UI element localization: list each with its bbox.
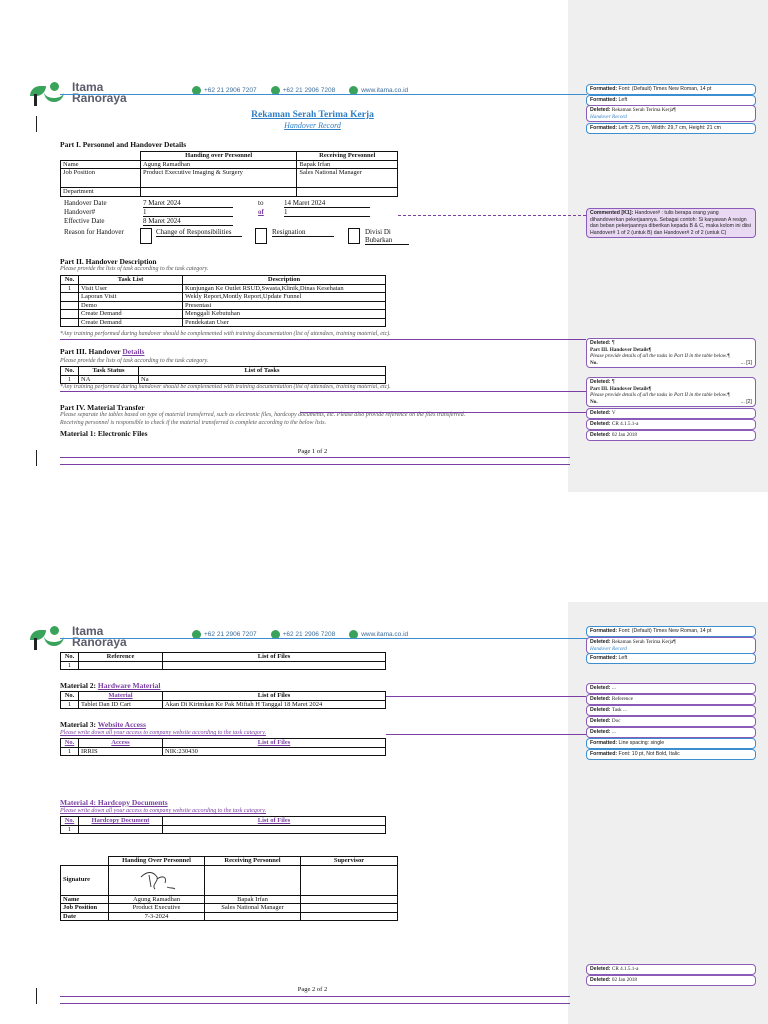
task-status-table: No. Task Status List of Tasks 1 NA Na [60,366,386,384]
logo-icon [30,80,70,106]
markup-balloon[interactable]: Formatted: Font: (Default) Times New Roman, 14 pt [586,84,756,95]
part4-note1: Please separate the tables based on type of material transferred, such as electronic files, hardcopy documents, etc. Please also provide reference on the files transferred. [60,412,466,418]
footer-rule [60,1003,570,1004]
doc-title: Rekaman Serah Terima Kerja [251,110,374,120]
reason-option-2: Resignation [272,228,334,237]
company-logo [30,80,127,106]
col-receiving: Receiving Personnel [297,152,398,161]
task-table: No. Task List Description 1 Visit User Kunjungan Ke Outlet RSUD,Swasta,Klinik,Dinas Kesehatan Laporan Visit Wekly Report,Montly Report,Update Funnel Demo Presentasi Create Demand Menggali Kebutuhan Create Demand Pendekatan User [60,275,386,327]
footer-rule [60,457,570,458]
table-row: Department [61,188,398,197]
header-rule [60,94,565,95]
handover-date-label: Handover Date [64,199,107,207]
signature-table: Handing Over Personnel Receiving Personnel Supervisor Signature Name Agung Ramadhan Bapak Irfan Job Position Product Executive Sales National Manager Date 7-3-2024 [60,856,398,921]
material4-heading: Material 4: Hardcopy Documents [60,798,168,807]
table-row: 1 NA Na [61,375,386,384]
material3-note: Please write down all your access to company website according to the task category. [60,730,267,736]
to-label: to [258,199,264,207]
material2-heading: Material 2: [60,681,97,690]
part3-heading-ins: Details [122,347,145,356]
markup-balloon[interactable]: Deleted: Doc [586,716,756,727]
header-web: www.itama.co.id [361,87,409,95]
markup-balloon[interactable]: Deleted: ... [586,683,756,694]
markup-balloon[interactable]: Deleted: ¶ Part III. Handover Details¶ Please provide details of all the tasks in Part II in the table below.¶ No. ... [2] [586,377,756,407]
table-row: Signature [61,865,398,895]
material1-heading: Material 1: Electronic Files [60,429,148,438]
part2-footnote: *Any training performed during handover should be complemented with training documentation (list of attendees, training material, etc). [60,331,391,337]
reason-option-1: Change of Responsibilities [156,228,242,237]
markup-connector [386,734,586,735]
part1-heading: Part I. Personnel and Handover Details [60,140,187,149]
text-cursor [36,116,37,132]
of-label: of [258,208,264,216]
table-row: Job Position Product Executive Imaging & Surgery Sales National Manager [61,169,398,188]
handover-no-value[interactable]: 1 [143,208,233,217]
header-fax: +62 21 2906 7208 [282,87,336,95]
table-row: 1 Visit User Kunjungan Ke Outlet RSUD,Swasta,Klinik,Dinas Kesehatan [61,284,386,293]
doc-subtitle: Handover Record [284,121,341,130]
table-row: Name Agung Ramadhan Bapak Irfan [61,895,398,904]
logo-line1: Itama [72,80,104,94]
markup-connector [300,412,586,413]
table-row: 1 [61,825,386,834]
table-row: Date 7-3-2024 [61,912,398,921]
reason-checkbox-1[interactable] [140,228,152,244]
markup-balloon[interactable]: Deleted: Rekaman Serah Terima Kerja¶ Handover Record [586,105,756,122]
part4-heading: Part IV. Material Transfer [60,403,145,412]
markup-connector [60,339,586,340]
material3-heading: Material 3: [60,720,97,729]
part4-note2: Receiving personnel is responsible to check if the material transferred is complete according to the below lists. [60,420,327,426]
col-handing-over: Handing over Personnel [141,152,297,161]
table-row: Create Demand Menggali Kebutuhan [61,310,386,319]
handover-date-from[interactable]: 7 Maret 2024 [143,199,233,208]
reason-label: Reason for Handover [64,228,124,236]
hardware-table: No. Material List of Files 1 Tablet Dan ID Cart Akan Di Kirimkan Ke Pak Miftah H Tanggal 18 Maret 2024 [60,691,386,709]
part2-heading: Part II. Handover Description [60,257,157,266]
markup-balloon[interactable]: Formatted: Font: 10 pt, Not Bold, Italic [586,749,756,760]
text-cursor [36,988,37,1004]
table-row: Name Agung Ramadhan Bapak Irfan [61,160,398,169]
markup-balloon[interactable]: Deleted: CR 4.1.5.1-a [586,419,756,430]
table-row: Job Position Product Executive Sales National Manager [61,904,398,913]
part3-footnote: *Any training performed during handover should be complemented with training documentation (list of attendees, training material, etc). [60,384,391,390]
markup-balloon[interactable]: Formatted: Left [586,653,756,664]
part3-heading: Part III. Handover [60,347,121,356]
markup-balloon[interactable]: Deleted: Rekaman Serah Terima Kerja¶ Handover Record [586,637,756,654]
markup-connector [60,391,586,392]
markup-balloon[interactable]: Formatted: Left [586,95,756,106]
markup-connector [565,94,587,95]
reason-option-3: Divisi Di Bubarkan [365,228,409,245]
hardcopy-table: No. Hardcopy Document List of Files 1 [60,816,386,834]
markup-balloon[interactable]: Deleted: Task ... [586,705,756,716]
electronic-files-table: No. Reference List of Files 1 [60,652,386,670]
markup-balloon[interactable]: Deleted: 02 Jan 2018 [586,975,756,986]
material4-note: Please write down all your access to company website according to the task category. [60,808,267,814]
markup-balloon[interactable]: Deleted: ... [586,727,756,738]
table-row: 1 IRRIS NIK:230430 [61,747,386,756]
document-page-2 [0,566,768,1024]
effective-date-value[interactable]: 8 Maret 2024 [143,217,233,226]
logo-line1: Itama [72,624,104,638]
part2-note: Please provide the lists of task according to the task category. [60,266,209,272]
part3-note: Please provide the lists of task according to the task category. [60,358,209,364]
markup-connector [565,638,587,639]
table-row: 1 Tablet Dan ID Cart Akan Di Kirimkan Ke Pak Miftah H Tanggal 18 Maret 2024 [61,700,386,709]
handover-of-value[interactable]: 1 [284,208,370,217]
logo-line2: Ranoraya [72,635,127,649]
reason-checkbox-3[interactable] [348,228,360,244]
markup-connector [386,696,586,697]
footer-rule [60,996,570,997]
logo-line2: Ranoraya [72,91,127,105]
markup-balloon[interactable]: Deleted: Reference [586,694,756,705]
header-phone: +62 21 2906 7207 [204,87,257,95]
website-access-table: No. Access List of Files 1 IRRIS NIK:230430 [60,738,386,756]
table-row: Laporan Visit Wekly Report,Montly Report,Update Funnel [61,293,386,302]
handwritten-signature [137,867,177,895]
personnel-table [60,151,398,197]
text-cursor [36,450,37,466]
handover-no-label: Handover# [64,208,96,216]
signature-cell[interactable] [109,865,205,895]
logo-icon [30,624,70,650]
markup-pane[interactable] [568,602,768,1024]
page-footer: Page 2 of 2 [297,986,328,993]
markup-balloon[interactable]: Deleted: 02 Jan 2018 [586,430,756,441]
markup-balloon[interactable]: Formatted: Font: (Default) Times New Roman, 14 pt [586,626,756,637]
markup-balloon[interactable]: Formatted: Left: 2,75 cm, Width: 29,7 cm, Height: 21 cm [586,123,756,134]
material2-heading-ins: Hardware Material [97,681,161,690]
table-row: Demo Presentasi [61,301,386,310]
comment-balloon[interactable]: Commented [K1]: Handover# : tulis berapa orang yang dihandoverkan pekerjaannya. Sebagai contoh: Si karyawan A resign dan beban pekerjaannya diberikan kepada B & C, maka kolom ini diisi Handover# 1 of 2 (untuk B) dan Handover# 2 of 2 (untuk C) [586,208,756,238]
document-page-1 [0,0,768,492]
effective-date-label: Effective Date [64,217,105,225]
material3-heading-ins: Website Access [97,720,146,729]
page-footer: Page 1 of 2 [297,448,328,455]
table-row: 1 [61,661,386,670]
header-contacts: +62 21 2906 7207 +62 21 2906 7208 www.itama.co.id [192,630,408,639]
table-row: Create Demand Pendekatan User [61,318,386,327]
markup-balloon[interactable]: Deleted: V [586,408,756,419]
comment-connector [398,215,586,216]
reason-checkbox-2[interactable] [255,228,267,244]
footer-rule [60,464,570,465]
handover-date-to[interactable]: 14 Maret 2024 [284,199,370,208]
company-logo [30,624,127,650]
markup-balloon[interactable]: Deleted: CR 4.1.5.1-a [586,964,756,975]
header-rule [60,638,565,639]
markup-balloon[interactable]: Deleted: ¶ Part III. Handover Details¶ Please provide details of all the tasks in Part II in the table below.¶ No. ... [1] [586,338,756,368]
markup-balloon[interactable]: Formatted: Line spacing: single [586,738,756,749]
